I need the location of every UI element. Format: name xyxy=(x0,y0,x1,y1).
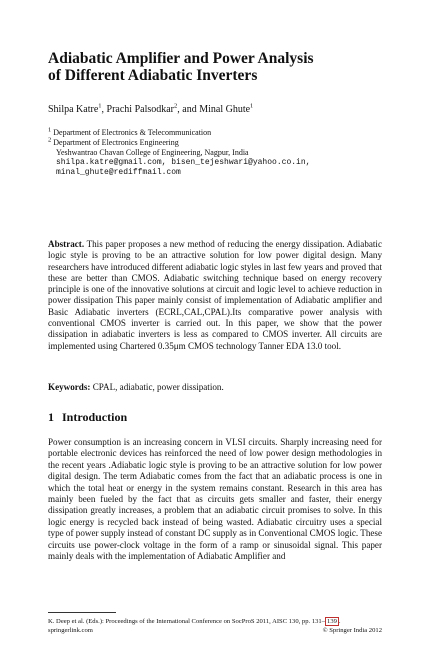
title-line-1: Adiabatic Amplifier and Power Analysis xyxy=(48,50,314,67)
abstract-label: Abstract. xyxy=(48,239,85,249)
citation-end: . xyxy=(338,618,341,625)
keywords xyxy=(48,382,382,393)
abstract-text: This paper proposes a new method of reducing the energy dissipation. Adiabatic logic style is proving to be an attractive solution for low power digital design. Many researchers have introduced different adiabatic logic styles in last few years and proved that these are better than CMOS. Adiabatic switching technique based on energy recovery principle is one of the innovative solutions at circuit and logic level to achieve reduction in power dissipation This paper mainly consist of implementation of Adiabatic amplifier and Basic Adiabatic inverters (ECRL,CAL,CPAL).Its comparative power analysis with conventional CMOS inverter is carried out. In this paper, we show that the power dissipation in adiabatic inverters is less as compared to CMOS inverter. All circuits are implemented using Chartered 0.35μm CMOS technology Tanner EDA 13.0 tool. xyxy=(48,239,382,351)
section-heading xyxy=(48,410,127,424)
page-footer xyxy=(48,618,382,635)
author-separator: , xyxy=(101,104,107,115)
abstract xyxy=(48,239,382,352)
institution: Yeshwantrao Chavan College of Engineering, Nagpur, India xyxy=(56,148,249,157)
keywords-label: Keywords: xyxy=(48,382,91,392)
author-affil-mark: 2 xyxy=(174,102,178,110)
citation-main: K. Deep et al. (Eds.): Proceedings of the International Conference on SocProS 2011, AISC 130, pp. 131– xyxy=(48,618,326,625)
section-title: Introduction xyxy=(62,410,128,424)
author-separator: , and xyxy=(177,104,200,115)
affil-number: 2 xyxy=(48,136,52,144)
author-affil-mark: 1 xyxy=(98,102,102,110)
footer-citation-row xyxy=(48,618,382,627)
author-name: Shilpa Katre xyxy=(48,104,99,115)
author-name: Prachi Palsodkar xyxy=(106,104,175,115)
affiliation-line xyxy=(48,128,408,138)
footer-publisher-row xyxy=(48,627,382,636)
affil-number: 1 xyxy=(48,126,52,134)
publisher-site: springerlink.com xyxy=(48,626,93,634)
page-range-link[interactable]: 139 xyxy=(327,618,337,625)
affiliations xyxy=(48,128,408,178)
section-body: Power consumption is an increasing concern in VLSI circuits. Sharply increasing need for portable electronic devices has reinforced the need of low power design methodologies in the recent years .Adiabatic logic style is proving to be an attractive solution for low power digital design. The term Adiabatic comes from the fact that an adiabatic process is one in which the total heat or energy in the system remains constant. Research in this area has mainly been fueled by the fact that as circuits gets smaller and faster, their energy dissipation greatly increases, a problem that an adiabatic circuit promises to solve. In this logic energy is recycled back instead of being wasted. Adiabatic circuitry uses a special type of power supply instead of constant DC supply as in Conventional CMOS logic. These circuits use power-clock voltage in the form of a ramp or sinusoidal signal. This paper mainly deals with the implementation of Adiabatic Amplifier and xyxy=(48,437,382,562)
paper-title xyxy=(48,50,388,84)
title-line-2: of Different Adiabatic Inverters xyxy=(48,67,258,84)
email-line: shilpa.katre@gmail.com, bisen_tejeshwari@yahoo.co.in, xyxy=(56,158,311,167)
author-list xyxy=(48,104,388,116)
author-name: Minal Ghute xyxy=(199,104,251,115)
citation-text xyxy=(48,618,341,627)
author-affil-mark: 1 xyxy=(250,102,254,110)
affil-text: Department of Electronics & Telecommunication xyxy=(53,128,212,137)
keywords-text: CPAL, adiabatic, power dissipation. xyxy=(92,382,224,392)
footnote-rule xyxy=(48,612,116,613)
affil-text: Department of Electronics Engineering xyxy=(53,138,179,147)
email-line: minal_ghute@rediffmail.com xyxy=(56,168,181,177)
section-number: 1 xyxy=(48,410,54,424)
affiliation-line xyxy=(48,138,408,148)
copyright: © Springer India 2012 xyxy=(322,626,382,634)
